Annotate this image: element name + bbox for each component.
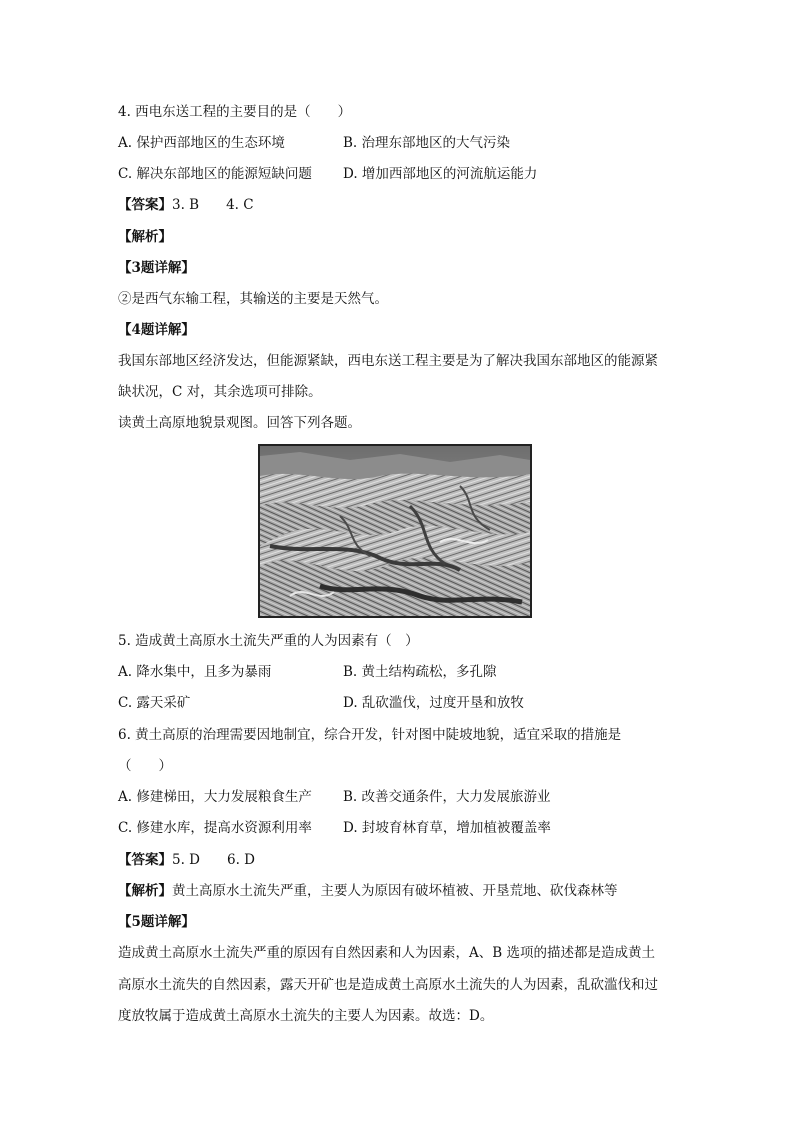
analysis-5-6 — [118, 882, 618, 900]
answer-3-4 — [118, 196, 254, 214]
q5-detail-text-line2: 高原水土流失的自然因素，露天开矿也是造成黄土高原水土流失的人为因素，乱砍滥伐和过 — [118, 977, 658, 993]
answer-text: 3. B 4. C — [172, 197, 254, 213]
analysis-text: 黄土高原水土流失严重，主要人为原因有破坏植被、开垦荒地、砍伐森林等 — [172, 883, 618, 899]
q5-detail-text-line1: 造成黄土高原水土流失严重的原因有自然因素和人为因素，A、B 选项的描述都是造成黄土 — [118, 945, 655, 961]
q5-stem: 5. 造成黄土高原水土流失严重的人为因素有（ ） — [118, 633, 419, 649]
answer-text: 5. D 6. D — [172, 852, 255, 868]
loess-landscape-illustration — [260, 446, 530, 616]
q6-option-c: C. 修建水库，提高水资源利用率 — [118, 820, 312, 836]
answer-tag: 【答案】 — [118, 197, 172, 213]
q6-option-d: D. 封坡育林育草，增加植被覆盖率 — [343, 820, 551, 836]
analysis-heading: 【解析】 — [118, 229, 172, 245]
q6-stem-line2: （ ） — [118, 758, 172, 774]
q5-option-b: B. 黄土结构疏松，多孔隙 — [343, 664, 497, 680]
q4-detail-text-line1: 我国东部地区经济发达，但能源紧缺，西电东送工程主要是为了解决我国东部地区的能源紧 — [118, 353, 658, 369]
q4-option-a: A. 保护西部地区的生态环境 — [118, 135, 285, 151]
q5-option-a: A. 降水集中，且多为暴雨 — [118, 664, 272, 680]
q5-option-d: D. 乱砍滥伐，过度开垦和放牧 — [343, 695, 524, 711]
q4-stem: 4. 西电东送工程的主要目的是（ ） — [118, 104, 352, 120]
q4-option-c: C. 解决东部地区的能源短缺问题 — [118, 166, 312, 182]
loess-plateau-landscape-photo — [258, 444, 532, 618]
q4-option-b: B. 治理东部地区的大气污染 — [343, 135, 511, 151]
q3-detail-heading: 【3题详解】 — [118, 260, 195, 276]
q5-option-c: C. 露天采矿 — [118, 695, 191, 711]
q6-stem-line1: 6. 黄土高原的治理需要因地制宜，综合开发，针对图中陡坡地貌，适宜采取的措施是 — [118, 727, 622, 743]
answer-5-6 — [118, 851, 255, 869]
answer-tag: 【答案】 — [118, 852, 172, 868]
q4-detail-text-line2: 缺状况，C 对，其余选项可排除。 — [118, 384, 322, 400]
q5-detail-heading: 【5题详解】 — [118, 914, 195, 930]
q3-detail-text: ②是西气东输工程，其输送的主要是天然气。 — [118, 291, 388, 307]
q4-detail-heading: 【4题详解】 — [118, 322, 195, 338]
q4-option-d: D. 增加西部地区的河流航运能力 — [343, 166, 538, 182]
q6-option-a: A. 修建梯田，大力发展粮食生产 — [118, 789, 312, 805]
analysis-tag: 【解析】 — [118, 883, 172, 899]
q6-option-b: B. 改善交通条件，大力发展旅游业 — [343, 789, 551, 805]
q5-detail-text-line3: 度放牧属于造成黄土高原水土流失的主要人为因素。故选：D。 — [118, 1008, 494, 1024]
reading-intro: 读黄土高原地貌景观图。回答下列各题。 — [118, 415, 361, 431]
